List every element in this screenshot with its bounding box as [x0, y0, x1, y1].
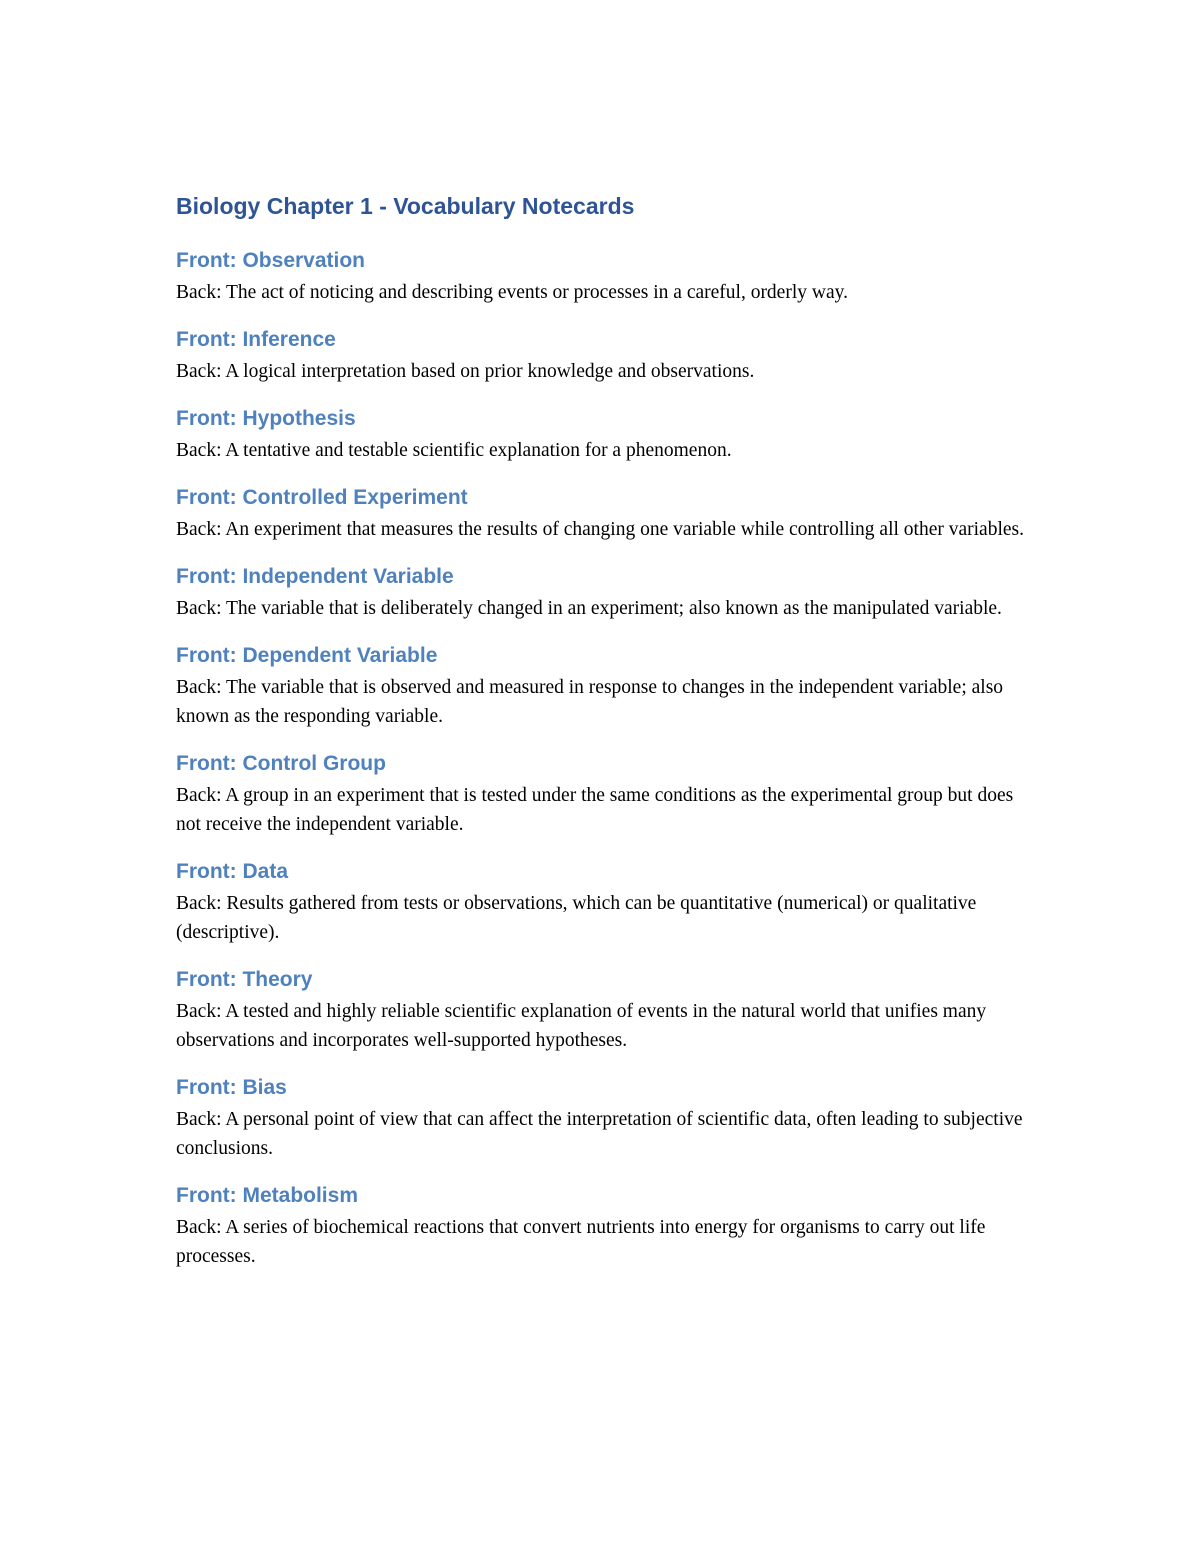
- notecard-front: Front: Theory: [176, 968, 313, 991]
- notecard-front: Front: Independent Variable: [176, 565, 454, 588]
- notecard-front: Front: Data: [176, 860, 288, 883]
- notecard-observation: [176, 246, 1036, 307]
- notecard-hypothesis: [176, 404, 1036, 465]
- notecard-inference: [176, 325, 1036, 386]
- notecard-theory: [176, 965, 1036, 1055]
- notecard-back: Back: A logical interpretation based on prior knowledge and observations.: [176, 361, 755, 382]
- notecard-front: Front: Observation: [176, 249, 366, 272]
- notecard-front: Front: Bias: [176, 1076, 287, 1099]
- notecard-front: Front: Controlled Experiment: [176, 486, 468, 509]
- notecard-controlled-experiment: [176, 483, 1036, 544]
- notecard-independent-variable: [176, 562, 1036, 623]
- document-title: Biology Chapter 1 - Vocabulary Notecards: [176, 193, 635, 219]
- notecard-back: Back: The variable that is deliberately changed in an experiment; also known as the manipulated variable.: [176, 598, 1002, 619]
- notecard-bias: [176, 1073, 1036, 1163]
- notecard-back: Back: The act of noticing and describing events or processes in a careful, orderly way.: [176, 282, 848, 303]
- notecard-data: [176, 857, 1036, 947]
- notecard-front: Front: Inference: [176, 328, 336, 351]
- notecard-dependent-variable: [176, 641, 1036, 731]
- notecard-front: Front: Metabolism: [176, 1184, 358, 1207]
- notecard-back: Back: A tested and highly reliable scientific explanation of events in the natural world that unifies many observations and incorporates well-supported hypotheses.: [176, 1001, 987, 1051]
- notecard-back: Back: A personal point of view that can affect the interpretation of scientific data, often leading to subjective conclusions.: [176, 1109, 1023, 1159]
- notecard-front: Front: Control Group: [176, 752, 386, 775]
- notecard-back: Back: Results gathered from tests or observations, which can be quantitative (numerical) or qualitative (descriptive).: [176, 893, 977, 943]
- notecard-back: Back: The variable that is observed and measured in response to changes in the independent variable; also known as the responding variable.: [176, 677, 1004, 727]
- notecard-back: Back: A tentative and testable scientific explanation for a phenomenon.: [176, 440, 732, 461]
- notecard-front: Front: Dependent Variable: [176, 644, 438, 667]
- notecard-back: Back: An experiment that measures the results of changing one variable while controlling all other variables.: [176, 519, 1024, 540]
- notecard-back: Back: A series of biochemical reactions that convert nutrients into energy for organisms to carry out life processes.: [176, 1217, 986, 1267]
- notecard-control-group: [176, 749, 1036, 839]
- notecard-back: Back: A group in an experiment that is tested under the same conditions as the experimental group but does not receive the independent variable.: [176, 785, 1014, 835]
- document-body: [176, 190, 1036, 1289]
- notecard-front: Front: Hypothesis: [176, 407, 356, 430]
- notecard-metabolism: [176, 1181, 1036, 1271]
